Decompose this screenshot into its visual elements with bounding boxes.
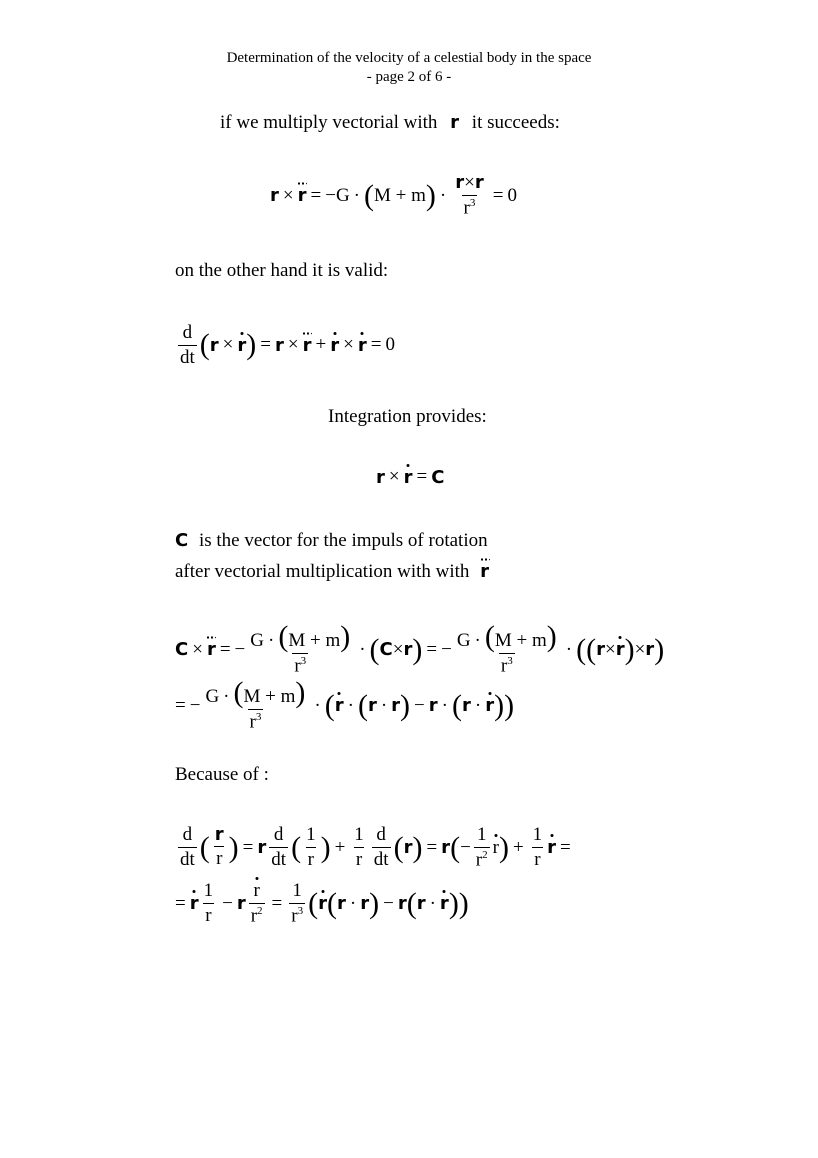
vector-r: r xyxy=(376,466,385,488)
equation-3: r × r = C xyxy=(376,466,445,488)
one: 1 xyxy=(306,824,316,846)
d: d xyxy=(376,824,386,846)
impuls-text: is the vector for the impuls of rotation xyxy=(198,530,488,551)
d: d xyxy=(182,824,193,846)
d: d xyxy=(182,322,193,343)
one: 1 xyxy=(292,880,302,901)
one: 1 xyxy=(354,824,364,846)
vector-r: r xyxy=(391,695,401,717)
valid-text: on the other hand it is valid: xyxy=(175,260,389,281)
vector-r-dot: r xyxy=(485,695,495,717)
vector-r: r xyxy=(214,823,224,845)
after-line xyxy=(175,561,489,583)
equation-2: $\frac{d}{dt}$ ( r × r ) = r × r + r × r = 0 xyxy=(180,322,395,368)
vector-r: r xyxy=(403,837,413,858)
mass-sum: M + m xyxy=(374,184,426,206)
equation-5-line-1: $\frac{d}{dt}$ ( $\frac{r}{r}$ ) = r $\frac{d}{dt}$ ( $\frac{1}{r}$ ) + $\frac{1}{r}$ $\frac{d}{dt}$ ( r ) = r ( − $\frac{1}{r^2}$ r ) + $\frac{1}{r}$ r = xyxy=(180,823,571,871)
vector-r-dot: r xyxy=(318,893,327,914)
vector-r-ddot: r xyxy=(302,334,312,356)
vector-r: r xyxy=(236,893,246,914)
scalar-r: r xyxy=(500,655,508,677)
vector-c: C xyxy=(175,530,189,551)
scalar-r: r xyxy=(294,655,301,677)
vector-r: r xyxy=(416,893,426,914)
zero: 0 xyxy=(385,334,395,356)
mass-sum: M + m xyxy=(243,686,296,707)
equation-4-line-1: C × r = − $\frac{G \cdot (M + m)}{r^3}$ · ( C × r ) = − $\frac{G \cdot (M + m)}{r^3}$ · (( r × r ) × r ) xyxy=(175,620,665,677)
symbol-g: G xyxy=(250,630,264,651)
one: 1 xyxy=(203,880,214,902)
impuls-line xyxy=(175,530,488,552)
scalar-r: r xyxy=(205,905,212,926)
vector-r-dot: r xyxy=(547,837,557,858)
scalar-r: r xyxy=(463,197,470,219)
mass-sum: M + m xyxy=(494,630,547,651)
page-header-title: Determination of the velocity of a celestial body in the space xyxy=(226,50,592,66)
intro-text: if we multiply vectorial with xyxy=(220,112,438,133)
vector-r: r xyxy=(397,893,407,914)
equation-1: r × r = − G · ( M + m ) · $\frac{r\times r}{r^3}$ = 0 xyxy=(270,172,517,219)
vector-r-dot: r xyxy=(330,334,340,356)
scalar-r: r xyxy=(216,848,223,870)
integration-text: Integration provides: xyxy=(328,406,487,427)
one: 1 xyxy=(476,824,487,845)
vector-r: r xyxy=(403,639,413,661)
dt: dt xyxy=(271,849,287,870)
scalar-r: r xyxy=(475,849,483,871)
page-number: - page 2 of 6 - xyxy=(366,69,452,85)
vector-r: r xyxy=(209,334,219,356)
vector-r: r xyxy=(455,172,465,193)
mass-sum: M + m xyxy=(288,630,341,651)
vector-r: r xyxy=(270,185,279,206)
vector-r: r xyxy=(257,837,267,858)
symbol-g: G xyxy=(205,686,220,707)
intro-line xyxy=(220,112,560,134)
equation-5-line-2: = r $\frac{1}{r}$ − r $\frac{r}{r^2}$ = $\frac{1}{r^3}$ ( r ( r · r ) − r ( r · r )) xyxy=(175,880,469,927)
dt: dt xyxy=(180,346,195,368)
zero: 0 xyxy=(507,184,517,206)
scalar-r: r xyxy=(307,849,314,870)
scalar-r: r xyxy=(291,905,298,927)
because-text: Because of : xyxy=(175,764,269,785)
scalar-r: r xyxy=(355,849,363,870)
vector-r-dot: r xyxy=(615,639,625,661)
vector-r-dot: r xyxy=(189,893,199,914)
one: 1 xyxy=(532,824,543,846)
vector-r: r xyxy=(367,695,377,717)
symbol-g: G xyxy=(335,184,350,206)
vector-r-dot: r xyxy=(357,334,367,356)
dt: dt xyxy=(373,849,389,870)
vector-r-ddot: r xyxy=(297,185,307,206)
after-text: after vectorial multiplication with with xyxy=(175,561,470,582)
vector-r: r xyxy=(428,695,438,717)
vector-r: r xyxy=(474,172,484,193)
vector-c: C xyxy=(175,639,189,661)
vector-r: r xyxy=(596,639,605,661)
symbol-g: G xyxy=(456,630,471,651)
vector-r: r xyxy=(461,695,471,717)
scalar-r: r xyxy=(534,849,541,870)
vector-c: C xyxy=(379,639,393,661)
vector-r: r xyxy=(360,893,370,914)
vector-r-dot: r xyxy=(439,893,449,914)
vector-r: r xyxy=(441,837,451,858)
dt: dt xyxy=(180,849,195,870)
scalar-r-dot: r xyxy=(253,880,260,901)
scalar-r-dot: r xyxy=(492,836,499,858)
vector-r-dot: r xyxy=(403,466,413,488)
intro-end-text: it succeeds: xyxy=(471,112,560,133)
vector-r-ddot: r xyxy=(480,561,490,582)
vector-r: r xyxy=(645,639,655,661)
scalar-r: r xyxy=(250,905,258,927)
d: d xyxy=(273,824,284,846)
vector-r: r xyxy=(275,334,284,356)
vector-r-ddot: r xyxy=(206,639,216,661)
scalar-r: r xyxy=(249,711,256,733)
vector-r: r xyxy=(336,893,346,914)
equation-4-line-2: = − $\frac{G \cdot (M + m)}{r^3}$ · ( r · ( r · r ) − r · ( r · r )) xyxy=(175,676,515,733)
vector-r: r xyxy=(450,112,460,133)
vector-r-dot: r xyxy=(334,695,344,717)
vector-c: C xyxy=(431,466,445,488)
vector-r-dot: r xyxy=(237,334,247,356)
